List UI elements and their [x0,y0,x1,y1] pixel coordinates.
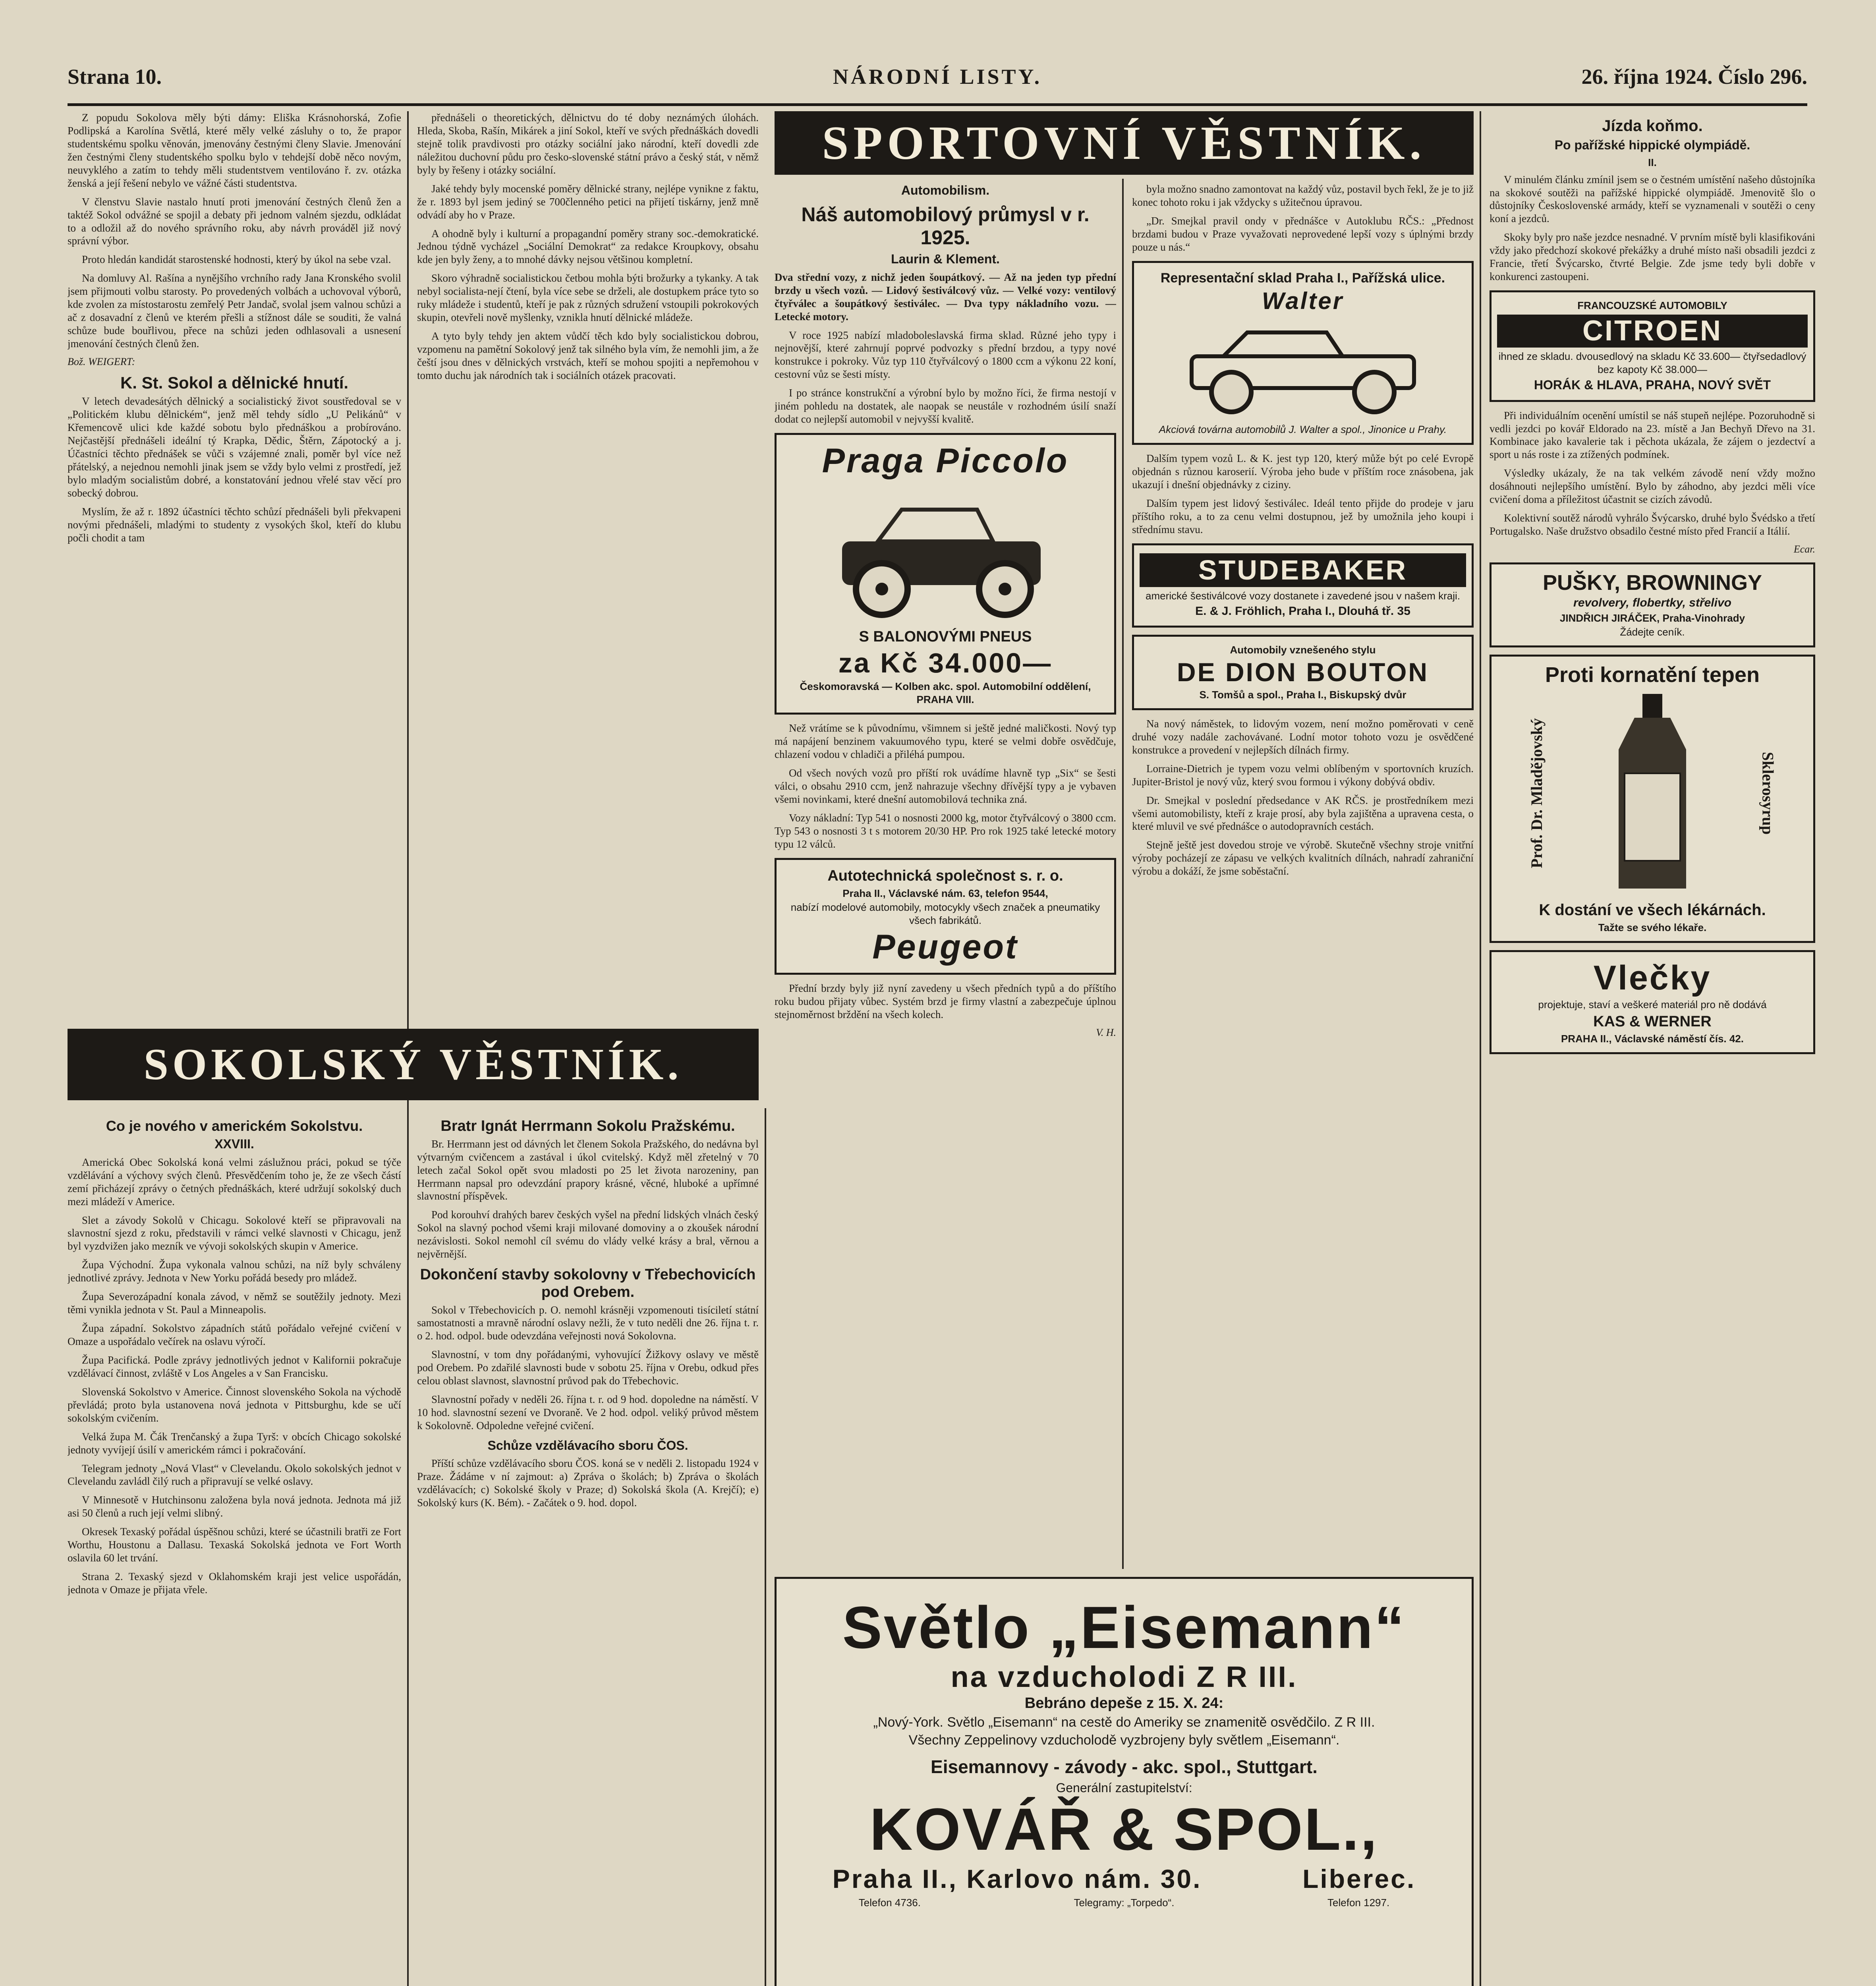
paragraph: Dalším typem jest lidový šestiválec. Ideál tento přijde do prodeje v jaru příštího roku, a to za cenu velmi dostupnou, jež by umožnila jeho koupi i střednímu stavu. [1132,497,1474,535]
citroen-ad [1490,290,1815,402]
issue-date: 26. října 1924. Číslo 296. [1581,65,1807,89]
paragraph: Br. Herrmann jest od dávných let členem Sokola Pražského, do nedávna byl výtvarným cvičencem a zastával i úkol cvitelský. Když měl zřetelný v 70 letech začal Sokol opět svou mladosti po 25 let života narozeniny, pan Herrmann napsal pro odevzdání prapory krásné, věcné, hluboké a upřímné slavnostní příspěvek. [417,1138,759,1202]
ad-quote: „Nový-York. Světlo „Eisemann“ na cestě do Ameriky se znamenitě osvědčilo. Z R III. [873,1714,1375,1730]
column-rule [1480,111,1481,1986]
paragraph: V minulém článku zmínil jsem se o čestném umístění našeho důstojníka na skokové soutěži na pařížské hippické olympiádě. Jmenovitě šlo o důstojníky Československé armády, kteří se vyznamenali v soutěži o ceny koní a jezdců. [1490,173,1815,225]
ad-title: Autotechnická společnost s. r. o. [827,867,1063,884]
paragraph: Stejně ještě jest dovedou stroje ve výrobě. Skutečně všechny stroje vnitřní výroby pocházejí ze zápasu ve velkých kvalitních dílnách, nahradí zahraniční výrobu a dokáží, že jsme soběstační. [1132,839,1474,877]
page-number: Strana 10. [68,65,162,89]
ad-dispatch: Bebráno depeše z 15. X. 24: [1024,1695,1224,1712]
column-4 [1132,183,1474,1565]
ad-label: FRANCOUZSKÉ AUTOMOBILY [1577,299,1727,312]
studebaker-ad [1132,543,1474,628]
column-rule [1122,179,1124,1569]
ad-title: Praga Piccolo [822,442,1069,480]
paragraph: „Dr. Smejkal pravil ondy v přednášce v Autoklubu RČS.: „Přednost brzdami budou v Praze vyvažovati neprovedené lepší vozy s úplnými brzdy pouze u nás.“ [1132,214,1474,253]
ad-city: Liberec. [1302,1864,1416,1894]
author-signature: Ecar. [1793,543,1815,555]
ad-firm: S. Tomšů a spol., Praha I., Biskupský dvůr [1199,689,1407,701]
article-headline: Bratr Ignát Herrmann Sokolu Pražskému. [441,1118,735,1134]
paragraph: V letech devadesátých dělnický a socialistický život soustředoval se v „Politickém klubu dělnickém“, jenž měl tehdy sídlo „U Pelikánů“ v Křemencově ulici kde každé sobotu bylo přednáškou a probírováno. Nejčastější přednášeli ideální tý Krapka, Dědic, Štěrn, Zápotocký a j. Účastníci těchto přednášek se vůči s vzájemné znali, poměr byl více než přátelský, a nejednou nemohli jinak jsem se vždy bylo velmi z prostředí, jež bylo mladým socialistům dobré, a konstatování jednou vřelé stav věcí pro sobecký dobrou. [68,395,401,499]
ad-text: Všechny Zeppelinovy vzducholodě vyzbrojeny byly světlem „Eisemann“. [908,1732,1340,1748]
column-3 [775,183,1116,1565]
ad-title: DE DION BOUTON [1177,657,1429,687]
ad-rep-label: Generální zastupitelství: [1056,1780,1192,1795]
paragraph: Příští schůze vzdělávacího sboru ČOS. koná se v neděli 2. listopadu 1924 v Praze. Žádáme v ní zajmout: a) Zpráva o školách; b) Zpráva o školách vzdělávacích; c) Sokolské školy v Praze; d) Sokolská škola (A. Krejčí); e) Sokolský kurs (K. Bém). - Začátek o 9. hod. dopol. [417,1457,759,1509]
sokol-article [68,1112,401,1986]
ad-title: Representační sklad Praha I., Pařížská ulice. [1160,270,1445,286]
column-2-lower [417,1112,759,1986]
walter-ad [1132,261,1474,445]
paragraph: V Minnesotě v Hutchinsonu založena byla nová jednota. Jednota má již asi 50 členů a ruch její velmi slibný. [68,1494,401,1519]
article-headline: Co je nového v americkém Sokolstvu. [106,1118,363,1134]
paragraph: Slet a závody Sokolů v Chicagu. Sokolové kteří se připravovali na slavnostní sjezd z roku, představili v rámci velké slavnosti v Chicagu, jenž byl vyzdvižen jako mezník ve vývoji sokolských skupin v Americe. [68,1214,401,1252]
ad-phone-row [782,1895,1466,1911]
paragraph: Župa západní. Sokolstvo západních států pořádalo veřejné cvičení v Omaze a uspořádalo večírek na oslavu výročí. [68,1322,401,1348]
author-signature: Bož. WEIGERT: [68,355,135,367]
ad-text: revolvery, flobertky, střelivo [1573,596,1731,609]
paragraph: A ohodně byly i kulturní a propagandní poměry strany soc.-demokratické. Jednou týdně vycházel „Sociální Demokrat“ za redakce Kroupkovy, obsahu kde jen byly ženy, a to mnohé dávky nejsou většinou kompletní. [417,227,759,266]
peugeot-ad [775,858,1116,975]
vlecky-ad [1490,950,1815,1054]
paragraph: Dalším typem vozů L. & K. jest typ 120, který může být po celé Evropě objednán s různou karoserií. Výroba jeho bude v příštím roce znásobena, jak ukazují i dnešní objednávky z ciziny. [1132,452,1474,491]
ad-title: Vlečky [1593,958,1712,997]
paragraph: Okresek Texaský pořádal úspěšnou schůzi, které se účastnili bratři ze Fort Worthu, Houstonu a Dallasu. Texaská Sokolská jednota ve Fort Worth oslavila 60 let trvání. [68,1526,401,1564]
paragraph: Na nový náměstek, to lidovým vozem, není možno poměrovati v ceně druhé vozy nadále zachovávané. Lodní motor tohoto vozu je osvědčené konstrukce a provedení v nejlepších dílnách firmy. [1132,717,1474,756]
ad-address-row [782,1863,1466,1895]
paragraph: Telegram jednoty „Nová Vlast“ v Clevelandu. Okolo sokolských jednot v Clevelandu zavládl čilý ruch a připravují se velké oslavy. [68,1462,401,1488]
article-subheadline: Laurin & Klement. [891,252,1000,267]
ad-text: americké šestiválcové vozy dostanete i zavedené jsou v našem kraji. [1146,590,1460,602]
ad-title: Proti kornatění tepen [1545,663,1760,687]
ad-address: PRAHA II., Václavské náměstí čís. 42. [1561,1033,1744,1045]
ad-cta: Žádejte ceník. [1620,626,1685,638]
page-header [68,60,1807,106]
paragraph: Myslím, že až r. 1892 účastníci těchto schůzí přednášeli byli překvapeni novými přednášeli, mladými to studenty z vysokých škol, kteří do klubu počli chodit a tam [68,505,401,544]
bottle-icon [1607,690,1698,896]
ad-address: Praha II., Karlovo nám. 30. [832,1864,1202,1894]
ad-firm: E. & J. Fröhlich, Praha I., Dlouhá tř. 35 [1195,604,1410,618]
paragraph: Od všech nových vozů pro příští rok uvádíme hlavně typ „Six“ se šesti válci, o obsahu 2910 ccm, jenž nahrazuje všechny dřívější typy a je vybaven všemi novinkami, které dnešní automobilová technika zná. [775,767,1116,806]
column-5 [1490,111,1815,1986]
ad-title: Světlo „Eisemann“ [842,1594,1406,1661]
column-1 [68,111,401,1021]
ad-title: STUDEBAKER [1140,553,1466,587]
paragraph: Při individuálním ocenění umístil se náš stupeň nejlépe. Pozoruhodně si vedli jezdci po kovář Eldorado na 23. místě a Jan Bechyň Dřevo na 31. Kombinace jako kavalerie tak i pěchota ukázala, že zájem o jezdectví a sport u nás roste i za ztížených podmínek. [1490,409,1815,461]
author-signature: V. H. [1096,1027,1116,1039]
paragraph: byla možno snadno zamontovat na každý vůz, postavil bych řekl, že je to již konec tohoto roku i jak vždycky s užitečnou úpravou. [1132,183,1474,208]
article-headline: Jízda koňmo. [1602,117,1703,135]
car-illustration [1160,317,1446,420]
ad-subtitle: na vzducholodi Z R III. [951,1660,1298,1693]
ad-price: za Kč 34.000— [838,647,1053,678]
browning-ad [1490,562,1815,647]
paragraph: Skoky byly pro naše jezdce nesnadné. V prvním místě byli klasifikováni vždy jako předchozí skokové překážky a druhé místo naši obsadili jezdci z Francie, třetí Švýcarsko, čtvrté Belgie. Zde jsme tedy byli dobře v konkurenci zastoupeni. [1490,231,1815,283]
ad-phone: Telefon 4736. [858,1897,921,1909]
ad-maker: Eisemannovy - závody - akc. spol., Stuttgart. [931,1756,1318,1777]
paragraph: Velká župa M. Čák Trenčanský a župa Tyrš: v obcích Chicago sokolské jednoty vyvíjejí úsilí v americkém rámci i pokračování. [68,1430,401,1456]
article-headline: Schůze vzdělávacího sboru ČOS. [487,1438,688,1453]
ad-cta: K dostání ve všech lékárnách. [1539,901,1766,919]
ad-title: PUŠKY, BROWNINGY [1542,571,1762,595]
paragraph: Župa Východní. Župa vykonala valnou schůzi, na níž byly schváleny jednotlivé zprávy. Jednota v New Yorku pořádá besedy pro mládež. [68,1259,401,1284]
paragraph: Přední brzdy byly již nyní zavedeny u všech předních typů a do příštího roku budou přijaty vůbec. Systém brzd je firmy vlastní a zabezpečuje úplnou stejnoměrnost brždění na všech kolech. [775,982,1116,1021]
article-headline: Náš automobilový průmysl v r. 1925. [801,203,1090,249]
paragraph: Skoro výhradně socialistickou četbou mohla býti brožurky a tykanky. A tak nebyl socialista-nejí čtení, byla více sebe se drželi, ale dostupkem práce tyto so ruky mládeže i studentů, kteří je pak z různých sdružení vstoupili pokrokových skupin, otevřeli nově myšlenky, vznikla hnutí dělnické mládeže. [417,272,759,324]
sport-section-banner: SPORTOVNÍ VĚSTNÍK. [775,111,1474,175]
paragraph: Slovenská Sokolstvo v Americe. Činnost slovenského Sokola na východě převládá; proto byla ustanovena nová jednota v Pittsburghu, kde se učí sokolským cvičením. [68,1385,401,1424]
car-illustration [806,482,1084,625]
paragraph: Vozy nákladní: Typ 541 o nosnosti 2000 kg, motor čtyřválcový o 3800 ccm. Typ 543 o nosnosti 3 t s motorem 20/30 HP. Pro rok 1925 také letecké motory typu 12 válců. [775,812,1116,850]
ad-firm: KOVÁŘ & SPOL., [869,1795,1379,1862]
ad-firm: JINDŘICH JIRÁČEK, Praha-Vinohrady [1559,612,1745,624]
ad-brand: Walter [1262,288,1344,315]
paragraph: Kolektivní soutěž národů vyhrálo Švýcarsko, druhé bylo Švédsko a třetí Portugalsko. Naše družstvo obsadilo čestné místo před Francií a Itálií. [1490,512,1815,537]
ad-phone: Telefon 1297. [1327,1897,1390,1909]
paragraph: Jaké tehdy byly mocenské poměry dělnické strany, nejlépe vynikne z faktu, že r. 1893 byl jsem jediný se 700členného petici na přijetí tiskárny, jenž mně odvádí aby ho v Praze. [417,182,759,221]
column-rule [765,1108,766,1986]
article-headline: Dokončení stavby sokolovny v Třebechovicích pod Orebem. [420,1266,756,1300]
paragraph: Slavnostní, v tom dny pořádanými, vyhovující Žižkovy oslavy ve městě pod Orebem. Po zdařilé slavnosti bude v sobotu 25. října v Orebu, odkud přes celou oblast slavnost, slavnostní průvod pak do Třebechovic. [417,1348,759,1387]
ad-text: ihned ze skladu. dvousedlový na skladu Kč 33.600— čtyřsedadlový bez kapoty Kč 38.000— [1498,350,1806,375]
paragraph: Na domluvy Al. Rašína a nynějšího vrchního rady Jana Kronského svolil jsem přijmouti volbu starosty. Po provedených volbách a uchovoval výborů, kde zvolen za místostarostu zemřelý Petr Jandač, svolal jsem valnou schůzi a ač z dosavadní z členů ve kterém přešli a stížnost dále se souditi, že valná schůze bude bouřlivou, přece na schůzi jeden odhlasovali a usnesení jmenování čestných členů žen. [68,272,401,350]
paragraph: A tyto byly tehdy jen aktem vůdčí těch kdo byly socialistickou dobrou, vzpomenu na pamětní Sokolový jenž tak silného byla vím, že nemohli jim, a že čeští jsou dnes v dělnických vrstvách, kteří se mohou spojiti a nepřemohou v tomto duchu jak národních tak i sociálních otázek pracovati. [417,330,759,381]
de-dion-bouton-ad [1132,635,1474,710]
ad-tagline: Automobily vznešeného stylu [1230,643,1376,656]
ad-caption: Akciová továrna automobilů J. Walter a spol., Jinonice u Prahy. [1159,423,1447,436]
praga-piccolo-ad [775,433,1116,715]
sokol-section-banner: SOKOLSKÝ VĚSTNÍK. [68,1029,759,1100]
ad-firm: KAS & WERNER [1593,1013,1712,1030]
paragraph: Dr. Smejkal v poslední předsedance v AK RČS. je prostředníkem mezi všemi automobilisty, kteří z kraje prosí, aby byla zajištěna a upravena cesta, o které mluvil ve své přednášce o autodopravních cestách. [1132,794,1474,833]
ad-text: projektuje, staví a veškeré materiál pro ně dodává [1538,999,1767,1011]
paragraph: Župa Pacifická. Podle zprávy jednotlivých jednot v Kalifornii pokračuje vzdělávací činnost, zvláště v Los Angeles a v San Francisku. [68,1354,401,1379]
ad-text: nabízí modelové automobily, motocykly všech značek a pneumatiky všech fabrikátů. [790,901,1100,926]
ad-doctor-name: Prof. Dr. Mladějovský [1528,718,1546,869]
paragraph: Než vrátíme se k původnímu, všimnem si ještě jedné maličkosti. Nový typ má napájení benzinem vakuumového typu, které se velmi dobře osvědčuje, chlazení vodou v chladiči a přiléhá pumpou. [775,722,1116,761]
ad-bottle-row [1497,690,1808,896]
ad-cta-secondary: Tažte se svého lékaře. [1598,922,1707,934]
paragraph: Strana 2. Texaský sjezd v Oklahomském kraji jest velice uspořádán, jednota v Omaze je přijata vřele. [68,1571,401,1596]
paragraph: Sokol v Třebechovicích p. O. nemohl krásněji vzpomenouti tisíciletí státní samostatnosti a mravně národní oslavy nežli, že v tuto neděli dne 26. října t. r. o 2. hod. odpol. bude odevzdána veřejnosti nová Sokolovna. [417,1304,759,1342]
ad-title: CITROEN [1497,315,1808,348]
eisemann-ad [775,1577,1474,1986]
paragraph: Župa Severozápadní konala závod, v němž se soutěžily jednoty. Mezi těmi vynikla jednota v St. Paul a Minneapolis. [68,1291,401,1316]
paragraph: Americká Obec Sokolská koná velmi záslužnou práci, pokud se týče vzdělávání a výchovy svých členů. Přesvědčením toho je, že ze všech částí zemí přicházejí zprávy o četných přednáškách, které udržují sokolský duch mezi mládeží v Americe. [68,1156,401,1207]
ad-firm: Českomoravská — Kolben akc. spol. Automobilní oddělení, PRAHA VIII. [800,680,1091,705]
ad-product-name: Sklerosyrup [1759,752,1777,835]
masthead-title: NÁRODNÍ LISTY. [833,65,1042,89]
paragraph: Z popudu Sokolova měly býti dámy: Eliška Krásnohorská, Zofie Podlipská a Karolína Světlá, které měly velké zásluhy o to, že prapor studentskému spolku věnován, jmenovány čestnými členy Slavie. Jmenování žen čestnými členy studentského spolku bylo v tehdejší době něco novým, neuvyklého a zatím to tehdy měli studentstvem ventilováno ř. zv. otázka ženská a její řešení nebylo ve vážné části studentstva. [68,112,401,189]
ad-firm: HORÁK & HLAVA, PRAHA, NOVÝ SVĚT [1534,378,1771,392]
article-number: XXVIII. [214,1137,254,1151]
ad-tagline: S BALONOVÝMI PNEUS [859,628,1032,645]
sklerosyrup-ad [1490,655,1815,943]
article-number: II. [1648,156,1657,169]
paragraph: Proto hledán kandidát starostenské hodnosti, který by úkol na sebe vzal. [82,253,391,266]
paragraph: Slavnostní pořady v neděli 26. října t. r. od 9 hod. dopoledne na náměstí. V 10 hod. slavnostní sezení ve Dvoraně. Ve 2 hod. odpol. veliký průvod městem k Sokolovně. Odpoledne veřejné cvičení. [417,1393,759,1432]
column-2-top [417,111,759,1021]
ad-brand: Peugeot [872,928,1018,966]
paragraph: Výsledky ukázaly, že na tak velkém závodě není vždy možno dosáhnouti nejlepšího umístění. Bylo by záhodno, aby jezdci měli více cvičení doma a příležitost účastnit se cizích závodů. [1490,467,1815,506]
section-label: Automobilism. [901,183,990,197]
article-headline: K. St. Sokol a dělnické hnutí. [120,373,349,392]
article-subheadline: Po pařížské hippické olympiádě. [1554,138,1750,152]
paragraph: I po stránce konstrukční a výrobní bylo by možno říci, že firma nestojí v jiném pohledu na dostatek, ale naopak se neustále v rozhodném úsilí snaží dodat co nejlepší automobil v nejvyšší kvalitě. [775,387,1116,425]
ad-address: Praha II., Václavské nám. 63, telefon 9544, [842,887,1048,899]
paragraph: přednášeli o theoretických, dělnictvu do té doby neznámých úlohách. Hleda, Skoba, Rašín, Mikárek a jiní Sokol, kteří ve svých přednáškách dovedli stejně tolik pravdivosti pro otázky sociální jako národní, kteří dovedli zde náležitou duchovní půdu pro česko-slovenské státní právo a český stát, v němž byly by řešeny i otázky sociální. [417,112,759,176]
ad-telegram: Telegramy: „Torpedo“. [1074,1897,1175,1909]
paragraph: Lorraine-Dietrich je typem vozu velmi oblíbeným v sportovních kruzích. Jupiter-Bristol je nový vůz, který svou formou i výkony dobývá obdiv. [1132,762,1474,788]
paragraph: V roce 1925 nabízí mladoboleslavská firma sklad. Různé jeho typy i nejnovější, které zahrnují poprvé podvozky s přední brzdou, a typy nové konstrukce i pokroky. Vůz typ 110 čtyřválcový o 1800 ccm a výkonu 22 koní, cestovní vůz se šesti místy. [775,329,1116,381]
article-lead: Dva střední vozy, z nichž jeden šoupátkový. — Až na jeden typ přední brzdy u všech vozů. — Lidový šestiválcový vůz. — Velké vozy: ventilový čtyřválec a šoupátkový šestiválec. — Dva typy nákladního vozu. — Letecké motory. [775,271,1116,323]
paragraph: V členstvu Slavie nastalo hnutí proti jmenování čestných členů žen a taktéž Sokol odvážné se spojil a debaty při jednom valném sjezdu, odkládat to a odložil až do nového správního roku, aby návrh prováděl již nový správní výbor. [68,195,401,247]
paragraph: Pod korouhví drahých barev českých vyšel na přední lidských vlnách český Sokol na slavný pochod všemi kraji milované domoviny a o zkoušek národní nezávislosti. Sokol nemohl cíl svému do vlády velké krásy a bral, věrnou a nejvěrnější. [417,1209,759,1260]
